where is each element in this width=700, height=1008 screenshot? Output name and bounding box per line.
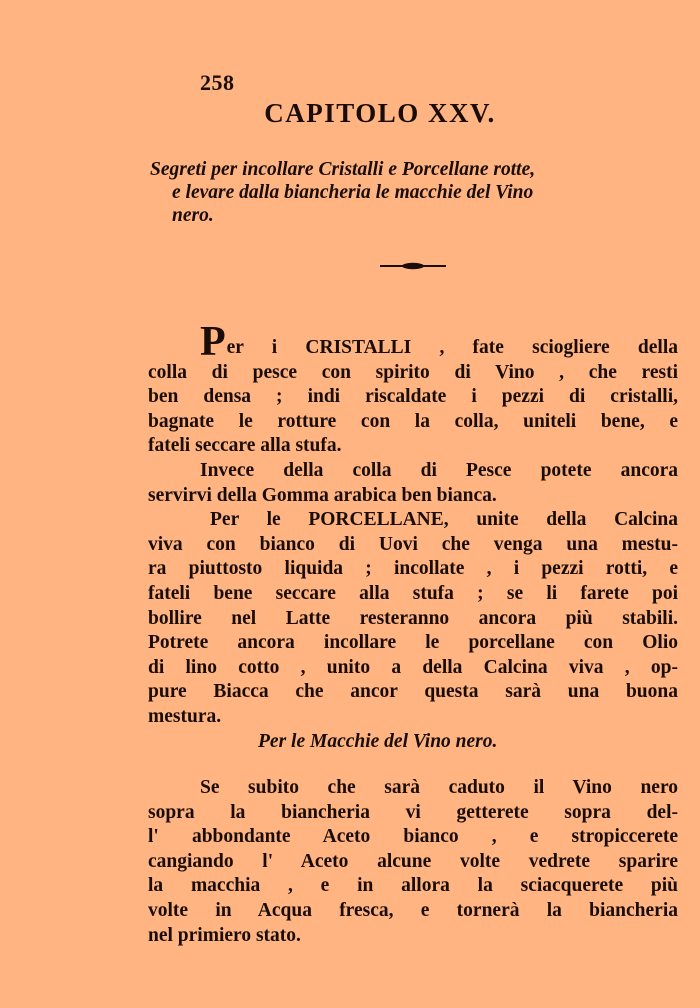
chapter-subtitle <box>150 158 680 227</box>
chapter-title: CAPITOLO XXV. <box>264 98 496 128</box>
ornament-divider <box>380 262 446 270</box>
text-line: colla di pesce con spirito di Vino , che resti <box>148 361 678 383</box>
text-line: viva con bianco di Uovi che venga una mestu- <box>148 533 678 555</box>
text-line: Per le PORCELLANE, unite della Calcina <box>210 509 678 531</box>
text-line: fateli seccare alla stufa. <box>148 435 342 457</box>
text-line: di lino cotto , unito a della Calcina viva , op- <box>148 656 678 678</box>
text-line: ra piuttosto liquida ; incollate , i pezzi rotti, e <box>148 558 678 580</box>
text-line: l' abbondante Aceto bianco , e stropiccerete <box>148 826 678 848</box>
spacer <box>148 754 678 776</box>
text-line: volte in Acqua fresca, e tornerà la biancheria <box>148 900 678 922</box>
text-line: ben densa ; indi riscaldate i pezzi di cristalli, <box>148 386 678 408</box>
text-line: fateli bene seccare alla stufa ; se li farete poi <box>148 582 678 604</box>
text-line: mestura. <box>148 705 222 727</box>
text-line: bollire nel Latte resteranno ancora più stabili. <box>148 607 678 629</box>
text-line: servirvi della Gomma arabica ben bianca. <box>148 484 497 506</box>
subtitle-line: e levare dalla biancheria le macchie del Vino <box>172 182 534 203</box>
section-heading: Per le Macchie del Vino nero. <box>258 730 498 752</box>
text-line: nel primiero stato. <box>148 924 301 946</box>
text-line: Per i CRISTALLI , fate sciogliere della <box>200 319 678 365</box>
drop-cap: P <box>200 319 226 365</box>
subtitle-line: Segreti per incollare Cristalli e Porcellane rotte, <box>150 159 536 180</box>
page-number: 258 <box>200 70 235 95</box>
text-line: bagnate le rotture con la colla, uniteli bene, e <box>148 410 678 432</box>
text-line: cangiando l' Aceto alcune volte vedrete sparire <box>148 850 678 872</box>
text-line: Potrete ancora incollare le porcellane con Olio <box>148 632 678 654</box>
text-line: la macchia , e in allora la sciacquerete più <box>148 875 678 897</box>
body-text <box>148 319 678 948</box>
text-line: sopra la biancheria vi getterete sopra del- <box>148 801 678 823</box>
text-line: pure Biacca che ancor questa sarà una buona <box>148 681 678 703</box>
subtitle-line: nero. <box>172 205 214 226</box>
text-line: Se subito che sarà caduto il Vino nero <box>200 777 678 799</box>
text-line: Invece della colla di Pesce potete ancora <box>200 459 678 481</box>
